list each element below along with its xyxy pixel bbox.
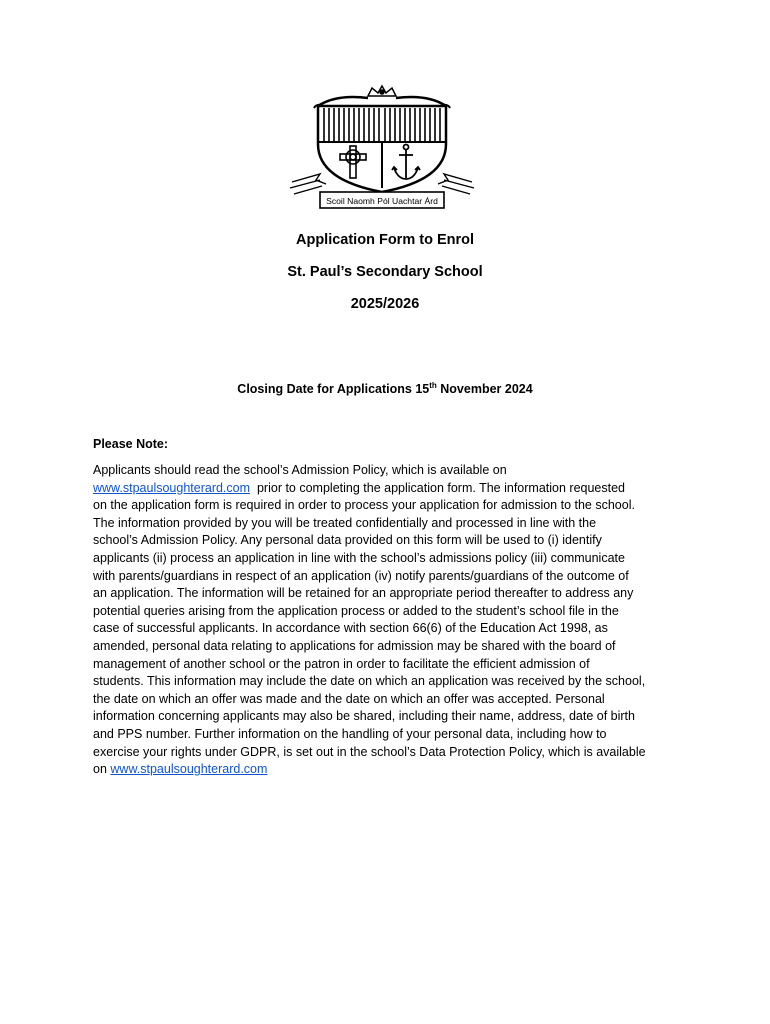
school-name: St. Paul’s Secondary School xyxy=(287,264,483,280)
note-line xyxy=(93,761,683,779)
school-crest-logo xyxy=(286,84,478,214)
note-line: The information provided by you will be treated confidentially and processed in line with the xyxy=(93,515,597,530)
note-body xyxy=(93,462,683,779)
closing-date-suffix: November 2024 xyxy=(436,382,533,396)
note-line: amended, personal data relating to applications for admission may be shared with the board of xyxy=(93,638,616,653)
note-line: with parents/guardians in respect of an application (iv) notify parents/guardians of the outcome of xyxy=(93,568,629,583)
policy-link[interactable]: www.stpaulsoughterard.com xyxy=(93,480,251,495)
crown-icon xyxy=(368,86,396,96)
note-line: and PPS number. Further information on the handling of your personal data, including how to xyxy=(93,726,607,741)
closing-date xyxy=(0,380,770,398)
note-line xyxy=(93,480,683,498)
note-line-text: prior to completing the application form. The information requested xyxy=(250,480,626,495)
note-line: the date on which an offer was made and the date on which an offer was accepted. Personal xyxy=(93,691,605,706)
note-line: potential queries arising from the application process or added to the student’s school file in the xyxy=(93,603,619,618)
note-line: on the application form is required in order to process your application for admission to the school. xyxy=(93,498,635,513)
note-line: applicants (ii) process an application in line with the school’s admissions policy (iii) communicate xyxy=(93,550,625,565)
note-line: school’s Admission Policy. Any personal data provided on this form will be used to (i) identify xyxy=(93,533,602,548)
note-line: management of another school or the patron in order to facilitate the efficient admission of xyxy=(93,656,590,671)
note-line: Applicants should read the school’s Admission Policy, which is available on xyxy=(93,463,507,477)
note-line: students. This information may include the date on which an application was received by the school, xyxy=(93,674,646,689)
academic-year: 2025/2026 xyxy=(350,296,420,312)
note-line: case of successful applicants. In accordance with section 66(6) of the Education Act 1998, as xyxy=(93,621,608,636)
note-line: information concerning applicants may also be shared, including their name, address, date of birth xyxy=(93,709,635,724)
data-protection-link[interactable]: www.stpaulsoughterard.com xyxy=(110,762,268,777)
closing-date-prefix: Closing Date for Applications 15 xyxy=(237,382,430,396)
note-line-text: on xyxy=(93,762,111,777)
closing-date-ordinal: th xyxy=(429,380,437,390)
note-heading: Please Note: xyxy=(93,437,169,451)
note-line: an application. The information will be retained for an appropriate period thereafter to address any xyxy=(93,586,634,601)
form-title: Application Form to Enrol xyxy=(295,232,475,248)
crest-motto: Scoil Naomh Pól Uachtar Árd xyxy=(326,196,438,206)
note-line: exercise your rights under GDPR, is set out in the school’s Data Protection Policy, which is available xyxy=(93,744,646,759)
